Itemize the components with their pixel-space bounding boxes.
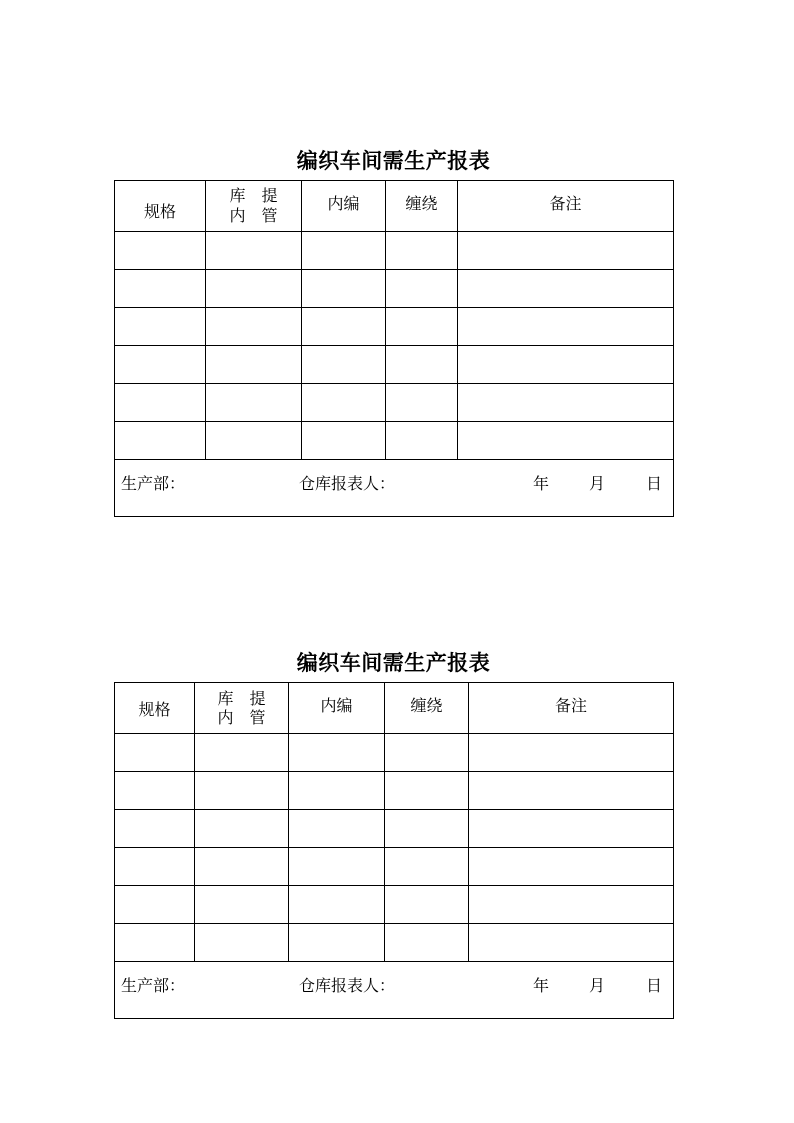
cell-remark[interactable] bbox=[469, 848, 674, 886]
table-row bbox=[115, 308, 674, 346]
cell-stock-pipe[interactable] bbox=[206, 308, 302, 346]
cell-remark[interactable] bbox=[469, 772, 674, 810]
cell-inner-weave[interactable] bbox=[289, 734, 385, 772]
header-stock-line1: 库 提 bbox=[229, 186, 278, 205]
cell-wrap[interactable] bbox=[386, 346, 458, 384]
table-row bbox=[115, 384, 674, 422]
header-inner-weave: 内编 bbox=[289, 683, 385, 734]
cell-remark[interactable] bbox=[458, 346, 674, 384]
cell-inner-weave[interactable] bbox=[302, 270, 386, 308]
header-row bbox=[115, 181, 674, 232]
month-label: 月 bbox=[589, 976, 606, 995]
cell-inner-weave[interactable] bbox=[302, 384, 386, 422]
cell-stock-pipe[interactable] bbox=[206, 270, 302, 308]
report-form-2 bbox=[114, 644, 673, 1019]
reporter-label: 仓库报表人： bbox=[299, 474, 396, 493]
table-row bbox=[115, 734, 674, 772]
cell-inner-weave[interactable] bbox=[289, 924, 385, 962]
cell-wrap[interactable] bbox=[385, 848, 469, 886]
cell-remark[interactable] bbox=[469, 734, 674, 772]
cell-stock-pipe[interactable] bbox=[206, 232, 302, 270]
form-title: 编织车间需生产报表 bbox=[296, 650, 491, 675]
report-table bbox=[114, 682, 674, 1019]
table-row bbox=[115, 848, 674, 886]
year-label: 年 bbox=[533, 976, 550, 995]
cell-wrap[interactable] bbox=[386, 270, 458, 308]
cell-stock-pipe[interactable] bbox=[195, 734, 289, 772]
header-spec: 规格 bbox=[115, 181, 206, 232]
footer-cell bbox=[115, 962, 674, 1019]
header-stock-line2: 内 管 bbox=[217, 708, 266, 727]
cell-wrap[interactable] bbox=[385, 886, 469, 924]
day-label: 日 bbox=[646, 474, 663, 493]
month-label: 月 bbox=[589, 474, 606, 493]
footer-row bbox=[115, 460, 674, 517]
header-spec: 规格 bbox=[115, 683, 195, 734]
cell-spec[interactable] bbox=[115, 734, 195, 772]
cell-wrap[interactable] bbox=[385, 924, 469, 962]
header-stock-pipe bbox=[206, 181, 302, 232]
cell-inner-weave[interactable] bbox=[302, 422, 386, 460]
header-remark: 备注 bbox=[458, 181, 674, 232]
cell-wrap[interactable] bbox=[386, 308, 458, 346]
header-wrap: 缠绕 bbox=[385, 683, 469, 734]
table-row bbox=[115, 422, 674, 460]
header-stock-pipe bbox=[195, 683, 289, 734]
cell-spec[interactable] bbox=[115, 308, 206, 346]
cell-wrap[interactable] bbox=[385, 772, 469, 810]
table-row bbox=[115, 886, 674, 924]
cell-spec[interactable] bbox=[115, 422, 206, 460]
footer-row bbox=[115, 962, 674, 1019]
cell-remark[interactable] bbox=[458, 422, 674, 460]
report-table bbox=[114, 180, 674, 517]
table-row bbox=[115, 270, 674, 308]
table-row bbox=[115, 346, 674, 384]
cell-remark[interactable] bbox=[458, 232, 674, 270]
cell-spec[interactable] bbox=[115, 346, 206, 384]
cell-stock-pipe[interactable] bbox=[206, 422, 302, 460]
table-row bbox=[115, 810, 674, 848]
form-title: 编织车间需生产报表 bbox=[296, 148, 491, 173]
footer-cell bbox=[115, 460, 674, 517]
cell-stock-pipe[interactable] bbox=[195, 848, 289, 886]
year-label: 年 bbox=[533, 474, 550, 493]
cell-inner-weave[interactable] bbox=[289, 810, 385, 848]
cell-inner-weave[interactable] bbox=[302, 346, 386, 384]
header-stock-line1: 库 提 bbox=[217, 689, 266, 708]
cell-remark[interactable] bbox=[458, 270, 674, 308]
cell-inner-weave[interactable] bbox=[289, 772, 385, 810]
table-row bbox=[115, 772, 674, 810]
cell-spec[interactable] bbox=[115, 772, 195, 810]
cell-stock-pipe[interactable] bbox=[206, 384, 302, 422]
cell-wrap[interactable] bbox=[386, 422, 458, 460]
cell-remark[interactable] bbox=[458, 384, 674, 422]
cell-wrap[interactable] bbox=[385, 810, 469, 848]
cell-inner-weave[interactable] bbox=[289, 886, 385, 924]
cell-stock-pipe[interactable] bbox=[195, 772, 289, 810]
header-stock-line2: 内 管 bbox=[229, 206, 278, 225]
dept-label: 生产部： bbox=[121, 976, 186, 995]
cell-wrap[interactable] bbox=[386, 384, 458, 422]
cell-wrap[interactable] bbox=[386, 232, 458, 270]
cell-remark[interactable] bbox=[469, 810, 674, 848]
cell-remark[interactable] bbox=[458, 308, 674, 346]
cell-spec[interactable] bbox=[115, 270, 206, 308]
reporter-label: 仓库报表人： bbox=[299, 976, 396, 995]
cell-wrap[interactable] bbox=[385, 734, 469, 772]
cell-stock-pipe[interactable] bbox=[195, 924, 289, 962]
table-row bbox=[115, 924, 674, 962]
dept-label: 生产部： bbox=[121, 474, 186, 493]
cell-spec[interactable] bbox=[115, 810, 195, 848]
cell-inner-weave[interactable] bbox=[289, 848, 385, 886]
table-row bbox=[115, 232, 674, 270]
header-row bbox=[115, 683, 674, 734]
cell-stock-pipe[interactable] bbox=[195, 810, 289, 848]
cell-spec[interactable] bbox=[115, 232, 206, 270]
cell-spec[interactable] bbox=[115, 924, 195, 962]
header-remark: 备注 bbox=[469, 683, 674, 734]
cell-inner-weave[interactable] bbox=[302, 308, 386, 346]
cell-spec[interactable] bbox=[115, 384, 206, 422]
cell-remark[interactable] bbox=[469, 886, 674, 924]
cell-inner-weave[interactable] bbox=[302, 232, 386, 270]
cell-stock-pipe[interactable] bbox=[195, 886, 289, 924]
cell-spec[interactable] bbox=[115, 886, 195, 924]
header-inner-weave: 内编 bbox=[302, 181, 386, 232]
cell-stock-pipe[interactable] bbox=[206, 346, 302, 384]
report-form-1 bbox=[114, 142, 673, 517]
cell-remark[interactable] bbox=[469, 924, 674, 962]
day-label: 日 bbox=[646, 976, 663, 995]
cell-spec[interactable] bbox=[115, 848, 195, 886]
header-wrap: 缠绕 bbox=[386, 181, 458, 232]
